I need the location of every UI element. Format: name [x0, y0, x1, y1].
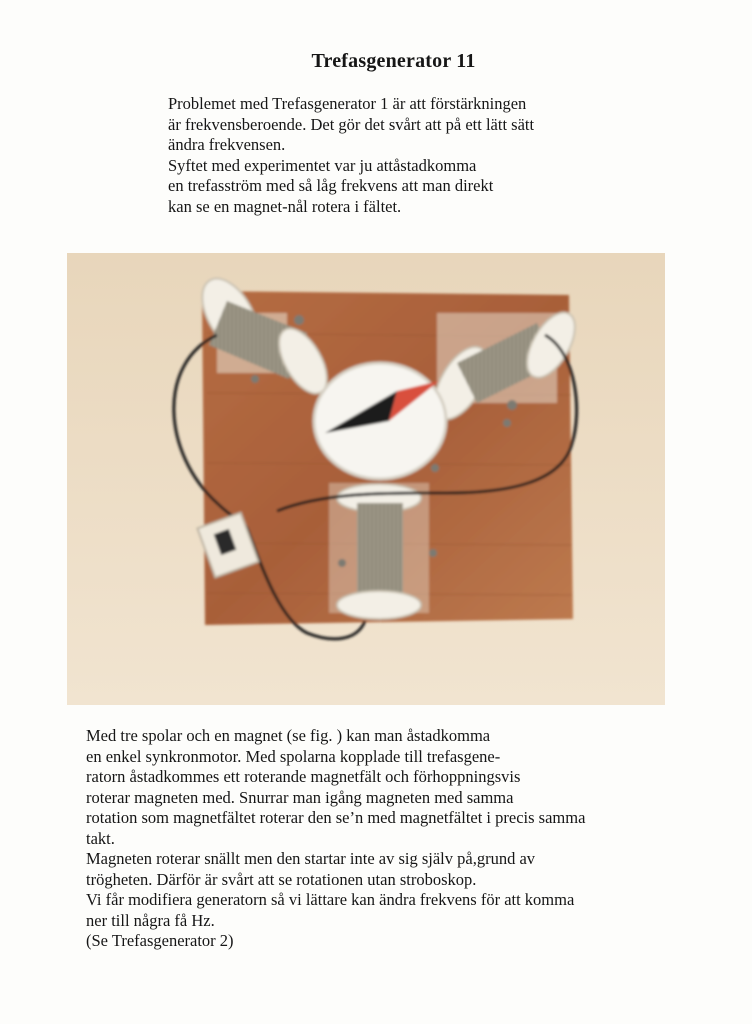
- intro-line: ändra frekvensen.: [168, 135, 286, 154]
- body-line: Vi får modifiera generatorn så vi lättare kan ändra frekvens för att komma: [86, 890, 575, 909]
- body-line: (Se Trefasgenerator 2): [86, 931, 234, 950]
- intro-line: Problemet med Trefasgenerator 1 är att förstärkningen: [168, 94, 527, 113]
- intro-line: är frekvensberoende. Det gör det svårt att på ett lätt sätt: [168, 114, 535, 134]
- intro-line: Syftet med experimentet var ju attåstadkomma: [168, 155, 477, 175]
- intro-line: en trefasström med så låg frekvens att man direkt: [168, 176, 494, 195]
- motor-photo: [67, 253, 665, 705]
- body-line: rotation som magnetfältet roterar den se’n med magnetfältet i precis samma: [86, 808, 586, 827]
- body-line: takt.: [86, 828, 115, 848]
- intro-paragraph: [168, 94, 638, 217]
- body-paragraph: [86, 726, 726, 952]
- body-line: ratorn åstadkommes ett roterande magnetfält och förhoppningsvis: [86, 767, 521, 786]
- page-title: Trefasgenerator 11: [311, 50, 476, 72]
- body-line: ner till några få Hz.: [86, 910, 215, 930]
- body-line: roterar magneten med. Snurrar man igång magneten med samma: [86, 787, 514, 807]
- coil-bottom: [329, 483, 429, 619]
- compass: [314, 363, 446, 479]
- body-line: en enkel synkronmotor. Med spolarna kopplade till trefasgene-: [86, 746, 501, 766]
- body-line: Med tre spolar och en magnet (se fig. ) kan man åstadkomma: [86, 726, 491, 745]
- intro-line: kan se en magnet-nål rotera i fältet.: [168, 196, 402, 216]
- body-line: Magneten roterar snällt men den startar inte av sig själv på,grund av: [86, 849, 536, 868]
- synchronous-motor-illustration: [67, 253, 665, 705]
- body-line: trögheten. Därför är svårt att se rotationen utan stroboskop.: [86, 869, 477, 889]
